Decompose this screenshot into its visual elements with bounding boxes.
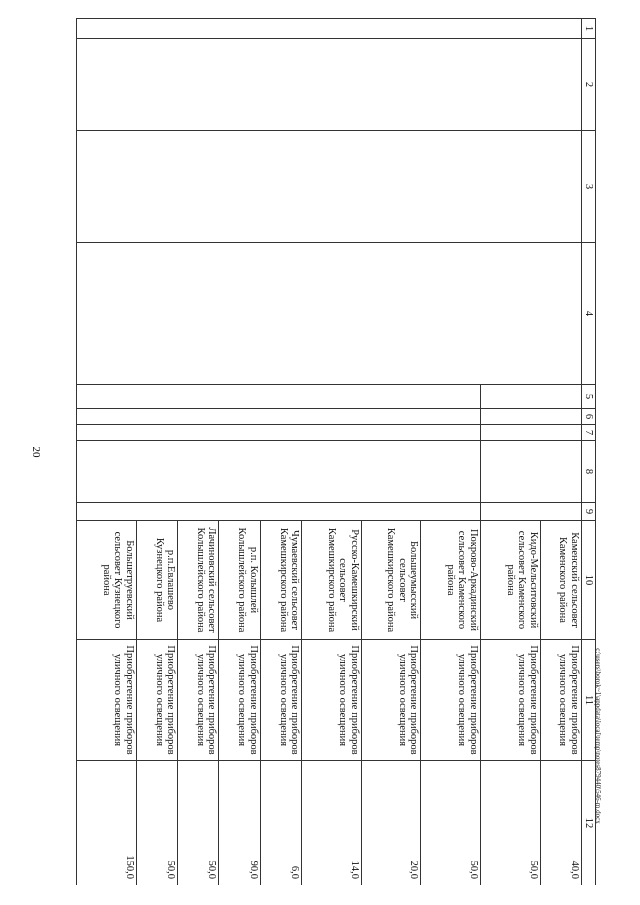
column-header: 12 <box>582 761 596 886</box>
purpose-cell: Приобретение приборов уличного освещения <box>421 640 481 761</box>
column-header: 2 <box>582 39 596 131</box>
recipient-cell: Большеумысский сельсовет Камешкирского района <box>361 521 421 640</box>
merged-empty-cell <box>77 409 481 425</box>
page-number: 20 <box>30 446 42 458</box>
column-header: 4 <box>582 243 596 385</box>
merged-empty-cell <box>77 503 481 521</box>
column-header: 6 <box>582 409 596 425</box>
purpose-cell: Приобретение приборов уличного освещения <box>540 640 581 761</box>
purpose-cell: Приобретение приборов уличного освещения <box>260 640 301 761</box>
recipient-cell: Покрово-Аркадинский сельсовет Каменского района <box>421 521 481 640</box>
column-header: 10 <box>582 521 596 640</box>
merged-empty-cell <box>481 503 582 521</box>
recipient-cell: р.п.Евлашево Кузнецкого района <box>136 521 177 640</box>
recipient-cell: р.п. Колышлей Колышлейского района <box>219 521 260 640</box>
recipient-cell: Большетруевский сельсовет Кузнецкого района <box>77 521 137 640</box>
column-header: 5 <box>582 385 596 409</box>
file-path-footer: c:\users\borok~1\appdata\local\temp\notes879440\546-m.docx <box>594 648 602 824</box>
merged-empty-cell <box>77 243 582 385</box>
amount-cell: 90,0 <box>219 761 260 886</box>
purpose-cell: Приобретение приборов уличного освещения <box>77 640 137 761</box>
column-header: 8 <box>582 441 596 503</box>
amount-cell: 40,0 <box>540 761 581 886</box>
merged-empty-cell <box>77 39 582 131</box>
amount-cell: 50,0 <box>481 761 541 886</box>
column-header: 1 <box>582 19 596 39</box>
column-header: 7 <box>582 425 596 441</box>
amount-cell: 20,0 <box>361 761 421 886</box>
amount-cell: 6,0 <box>260 761 301 886</box>
recipient-cell: Каменский сельсовет Каменского района <box>540 521 581 640</box>
document-page <box>76 18 596 885</box>
merged-empty-cell <box>77 425 481 441</box>
amount-cell: 50,0 <box>421 761 481 886</box>
purpose-cell: Приобретение приборов уличного освещения <box>481 640 541 761</box>
merged-empty-cell <box>481 425 582 441</box>
merged-empty-cell <box>481 385 582 409</box>
recipient-cell: Кидо-Мельситовский сельсовет Каменского района <box>481 521 541 640</box>
merged-empty-cell <box>77 131 582 243</box>
column-header: 3 <box>582 131 596 243</box>
merged-empty-cell <box>77 385 481 409</box>
rotated-table-wrapper <box>76 18 596 885</box>
column-header: 11 <box>582 640 596 761</box>
amount-cell: 14,0 <box>302 761 362 886</box>
data-table <box>76 18 596 885</box>
table-row <box>540 19 581 886</box>
merged-empty-cell <box>481 441 582 503</box>
purpose-cell: Приобретение приборов уличного освещения <box>136 640 177 761</box>
purpose-cell: Приобретение приборов уличного освещения <box>302 640 362 761</box>
recipient-cell: Чумаевский сельсовет Камешкирского района <box>260 521 301 640</box>
amount-cell: 150,0 <box>77 761 137 886</box>
recipient-cell: Русско-Камешкирский сельсовет Камешкирского района <box>302 521 362 640</box>
purpose-cell: Приобретение приборов уличного освещения <box>219 640 260 761</box>
merged-empty-cell <box>77 441 481 503</box>
recipient-cell: Лачиновский сельсовет Колышлейского района <box>178 521 219 640</box>
merged-empty-cell <box>481 409 582 425</box>
purpose-cell: Приобретение приборов уличного освещения <box>361 640 421 761</box>
amount-cell: 50,0 <box>136 761 177 886</box>
merged-empty-cell <box>77 19 582 39</box>
amount-cell: 50,0 <box>178 761 219 886</box>
purpose-cell: Приобретение приборов уличного освещения <box>178 640 219 761</box>
column-header: 9 <box>582 503 596 521</box>
